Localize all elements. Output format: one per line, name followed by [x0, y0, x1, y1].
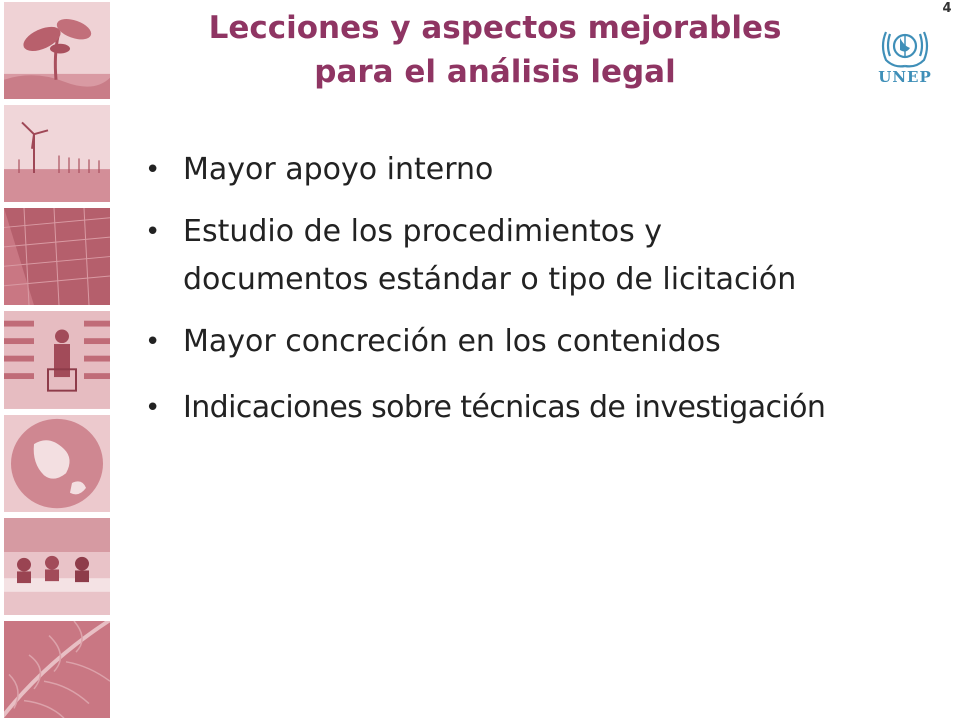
- bullet-item-4: [145, 384, 945, 432]
- unep-logo-text: UNEP: [878, 68, 932, 86]
- slide-title: [150, 6, 840, 94]
- page-number: 4: [942, 1, 952, 16]
- bullet-icon: •: [145, 217, 161, 247]
- un-emblem-icon: [870, 24, 940, 68]
- unep-logo: [870, 24, 940, 88]
- bullet-item-2: [145, 208, 945, 304]
- bullet-list: [145, 146, 945, 432]
- building-photo: [4, 208, 110, 305]
- photo-strip: [4, 2, 110, 718]
- slide-title-line-1: Lecciones y aspectos mejorables: [208, 10, 782, 46]
- bullet-text-line-1: Estudio de los procedimientos y: [183, 214, 662, 249]
- meeting-photo: [4, 518, 110, 615]
- bullet-icon: •: [145, 155, 161, 185]
- supermarket-photo: [4, 311, 110, 408]
- bullet-text: Mayor apoyo interno: [183, 152, 494, 187]
- leaf-photo: [4, 621, 110, 718]
- bullet-text: Mayor concreción en los contenidos: [183, 324, 721, 359]
- wind-turbines-photo: [4, 105, 110, 202]
- slide-title-line-2: para el análisis legal: [314, 54, 676, 90]
- bullet-item-1: [145, 146, 945, 194]
- bullet-text-line-2: documentos estándar o tipo de licitación: [183, 262, 797, 297]
- bullet-text: Indicaciones sobre técnicas de investigación: [183, 390, 826, 425]
- bullet-item-3: [145, 318, 945, 366]
- seedling-photo: [4, 2, 110, 99]
- bullet-icon: •: [145, 393, 160, 423]
- bullet-icon: •: [145, 327, 161, 357]
- globe-photo: [4, 415, 110, 512]
